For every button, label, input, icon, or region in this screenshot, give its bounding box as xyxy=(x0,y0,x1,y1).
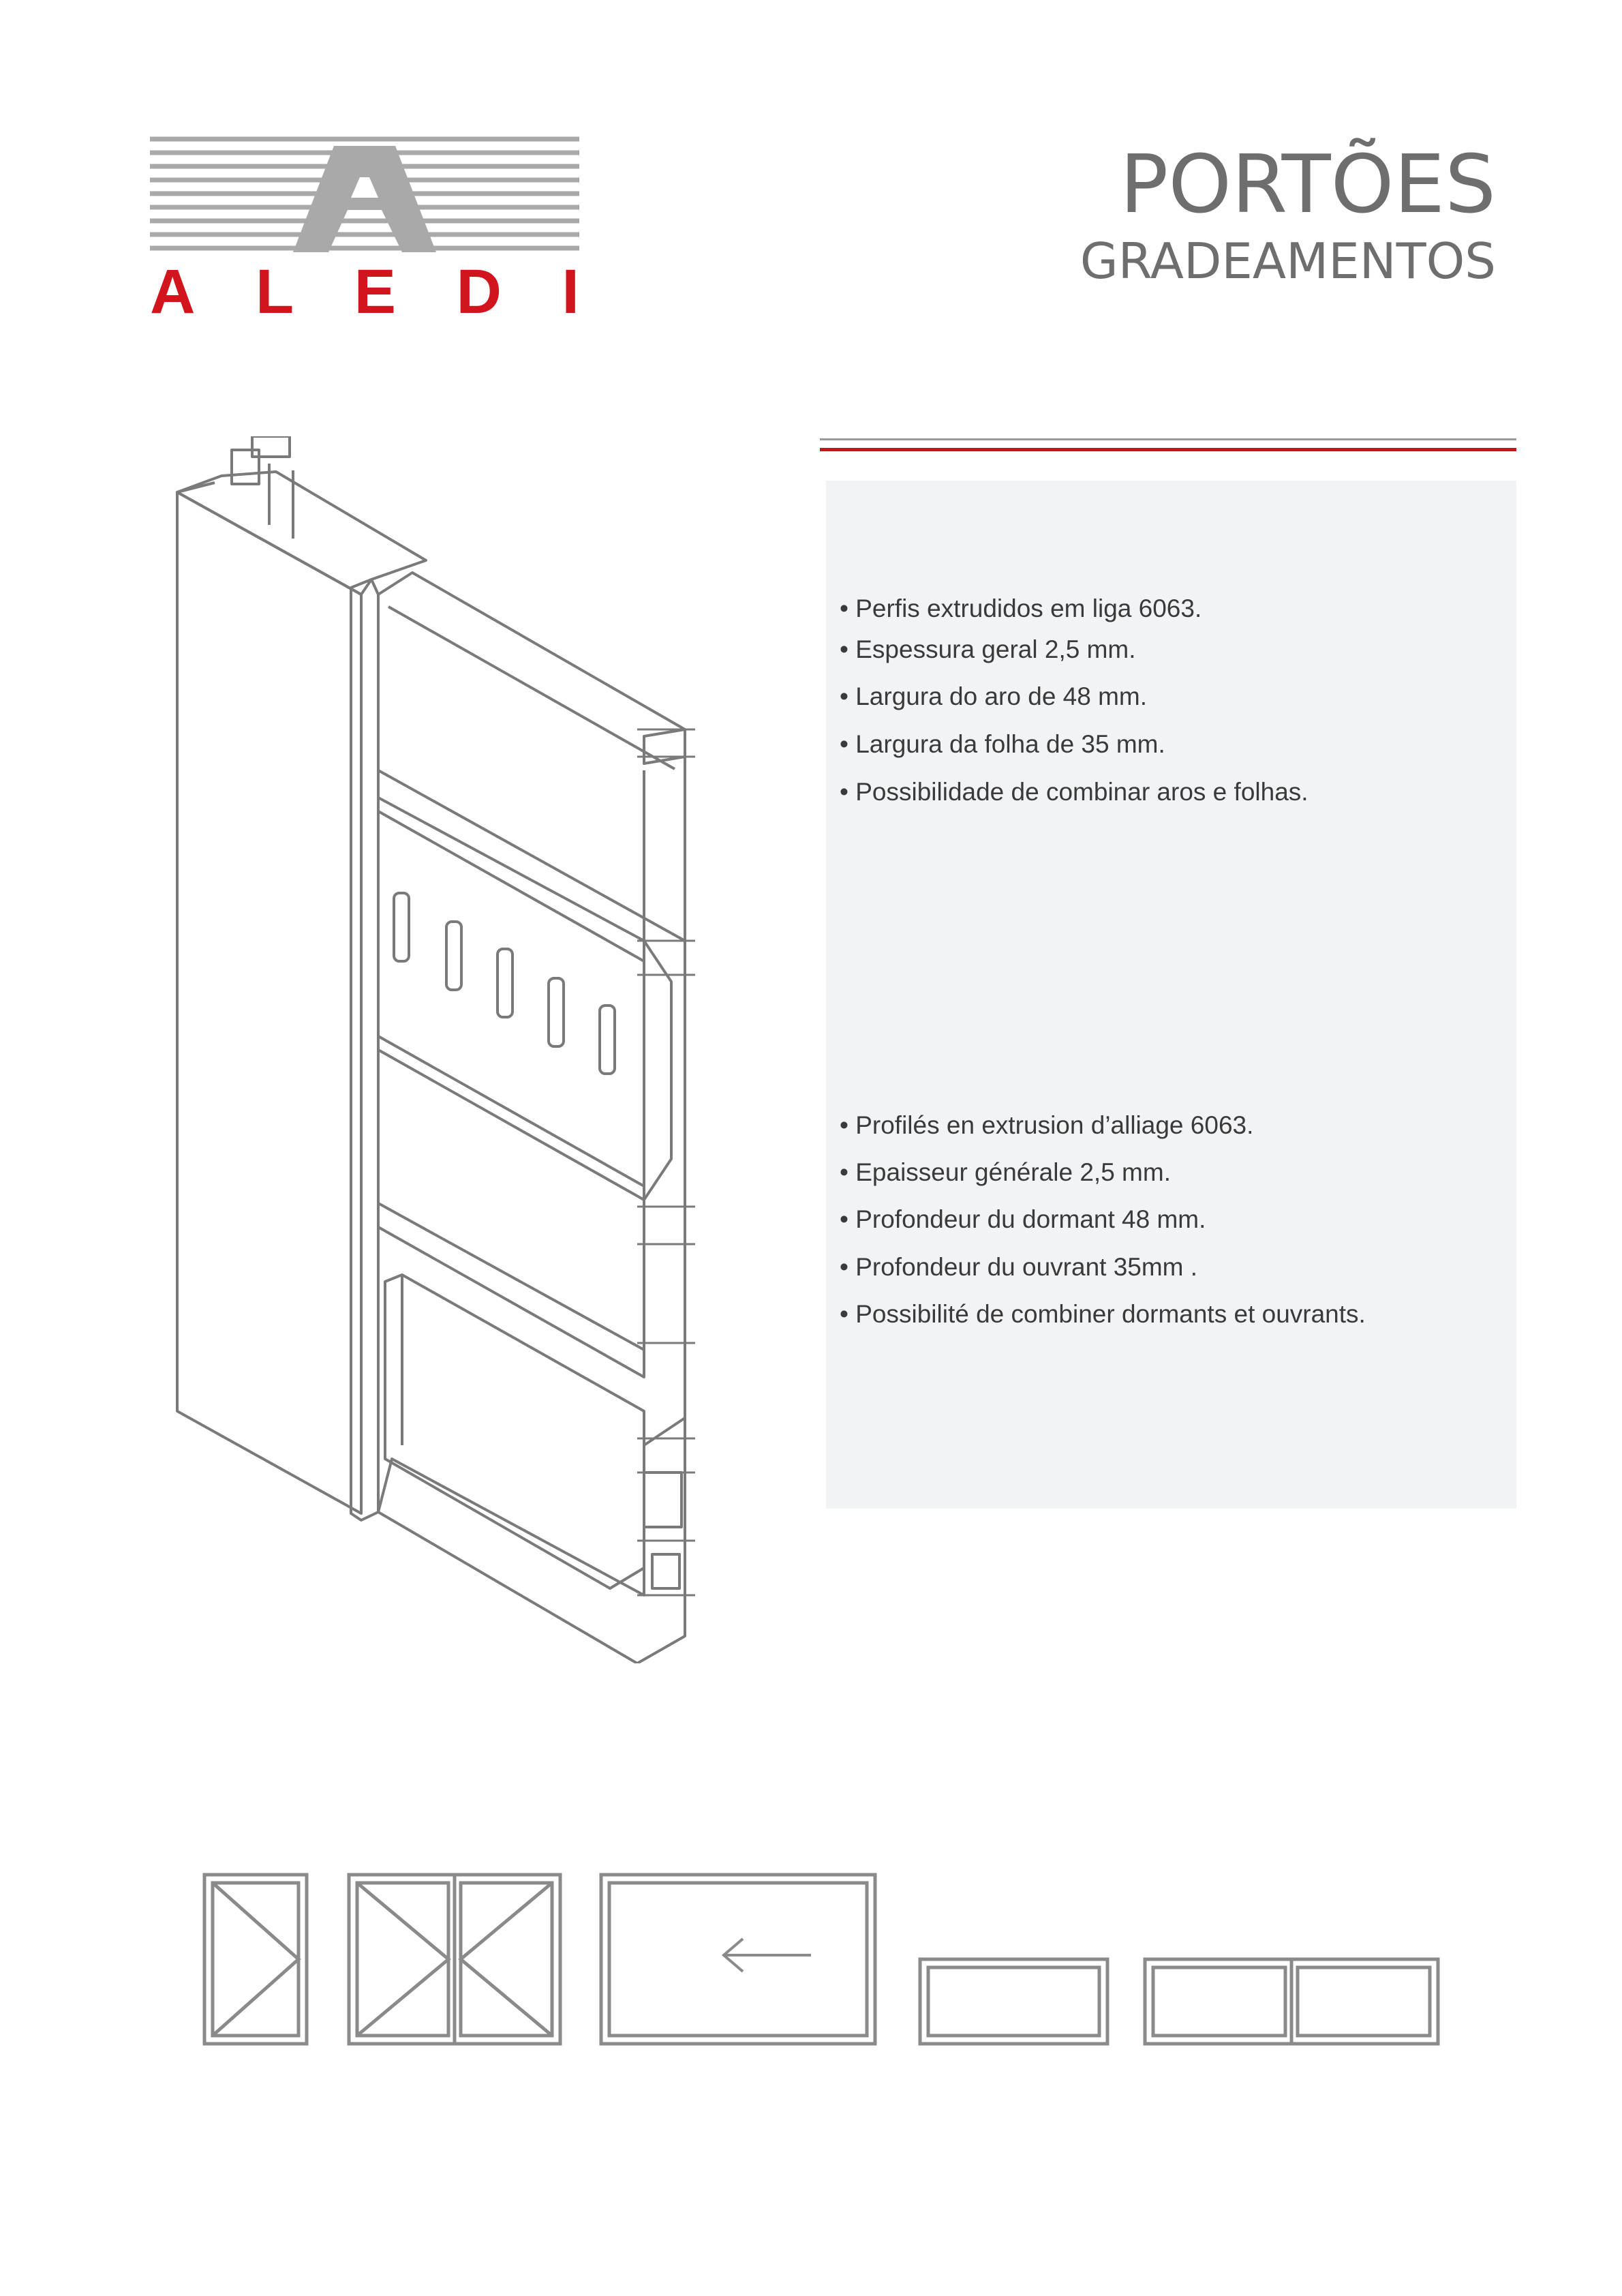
logo-letter: D xyxy=(456,257,502,327)
spec-item: • Perfis extrudidos em liga 6063. xyxy=(840,594,1202,623)
spec-item: • Espessura geral 2,5 mm. xyxy=(840,635,1136,664)
divider-red xyxy=(820,448,1516,451)
spec-item: • Profondeur du dormant 48 mm. xyxy=(840,1205,1206,1234)
spec-item: • Largura da folha de 35 mm. xyxy=(840,730,1165,759)
double-fixed-frame-icon xyxy=(1145,1959,1438,2044)
logo-letter: A xyxy=(150,257,196,327)
spec-item: • Largura do aro de 48 mm. xyxy=(840,682,1147,711)
single-hinged-door-icon xyxy=(204,1875,307,2044)
page-title: PORTÕES xyxy=(1120,137,1496,231)
divider-gray xyxy=(820,438,1516,440)
spec-item: • Epaisseur générale 2,5 mm. xyxy=(840,1158,1171,1187)
spec-item: • Profondeur du ouvrant 35mm . xyxy=(840,1253,1197,1282)
spec-item: • Possibilidade de combinar aros e folhas. xyxy=(840,778,1309,806)
logo-letter: E xyxy=(354,257,396,327)
logo-letter: L xyxy=(255,257,294,327)
spec-item: • Profilés en extrusion d’alliage 6063. xyxy=(840,1111,1253,1140)
opening-types xyxy=(198,1868,1445,2052)
logo-wordmark xyxy=(150,258,579,326)
sliding-door-icon xyxy=(601,1875,875,2044)
logo-letter: I xyxy=(562,257,579,327)
page-subtitle: GRADEAMENTOS xyxy=(1080,232,1496,290)
spec-item: • Possibilité de combiner dormants et ouvrants. xyxy=(840,1300,1366,1329)
gate-profile-drawing xyxy=(167,436,712,1663)
double-hinged-door-icon xyxy=(349,1875,560,2044)
fixed-frame-icon xyxy=(920,1959,1107,2044)
